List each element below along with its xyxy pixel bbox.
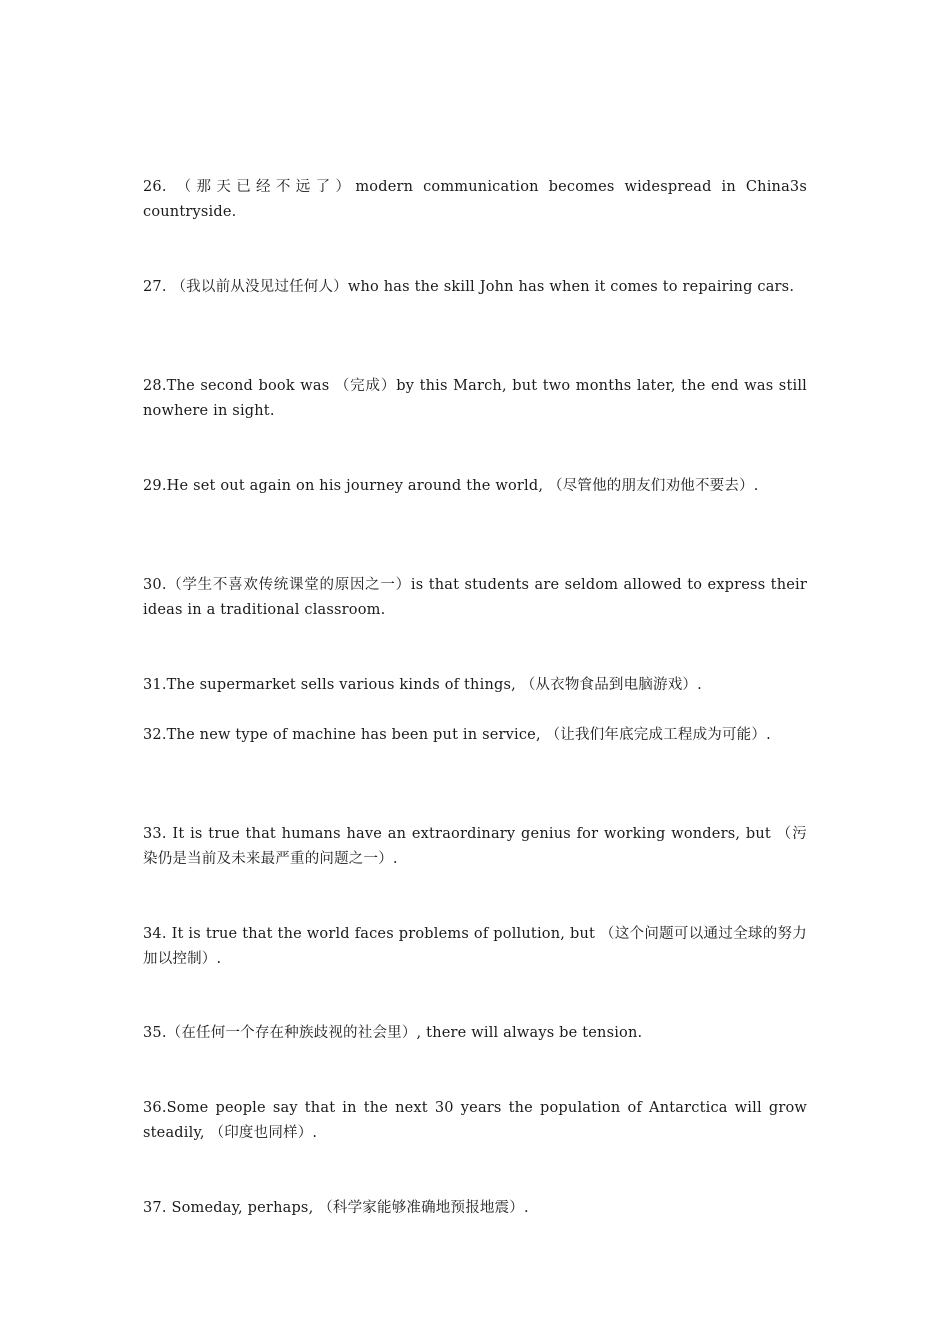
question-text: 32.The new type of machine has been put in service, （让我们年底完成工程成为可能）. [143,727,771,743]
question-text: 31.The supermarket sells various kinds of things, （从衣物食品到电脑游戏）. [143,677,702,693]
question-text: 28.The second book was （完成）by this March, but two months later, the end was still nowhere in sight. [143,378,807,419]
question-text: 26. （那天已经不远了）modern communication becomes widespread in China3s countryside. [143,179,807,220]
question-text: 30.（学生不喜欢传统课堂的原因之一）is that students are seldom allowed to express their ideas in a traditional classroom. [143,577,807,618]
question-27 [143,275,807,300]
question-28 [143,374,807,424]
question-text: 34. It is true that the world faces problems of pollution, but （这个问题可以通过全球的努力加以控制）. [143,926,807,967]
question-text: 35.（在任何一个存在种族歧视的社会里）, there will always be tension. [143,1025,643,1041]
question-31 [143,673,807,698]
question-29 [143,474,807,499]
question-text: 33. It is true that humans have an extraordinary genius for working wonders, but （污染仍是当前及未来最严重的问题之一）. [143,826,807,867]
question-26 [143,175,807,225]
question-37 [143,1196,807,1221]
question-34 [143,922,807,972]
question-text: 36.Some people say that in the next 30 years the population of Antarctica will grow steadily, （印度也同样）. [143,1100,807,1141]
question-30 [143,573,807,623]
question-text: 29.He set out again on his journey around the world, （尽管他的朋友们劝他不要去）. [143,478,759,494]
question-32 [143,723,807,748]
document-page [143,0,807,1344]
question-36 [143,1096,807,1146]
question-text: 37. Someday, perhaps, （科学家能够准确地预报地震）. [143,1200,529,1216]
question-text: 27. （我以前从没见过任何人）who has the skill John has when it comes to repairing cars. [143,279,795,295]
question-33 [143,822,807,872]
question-35 [143,1021,807,1046]
